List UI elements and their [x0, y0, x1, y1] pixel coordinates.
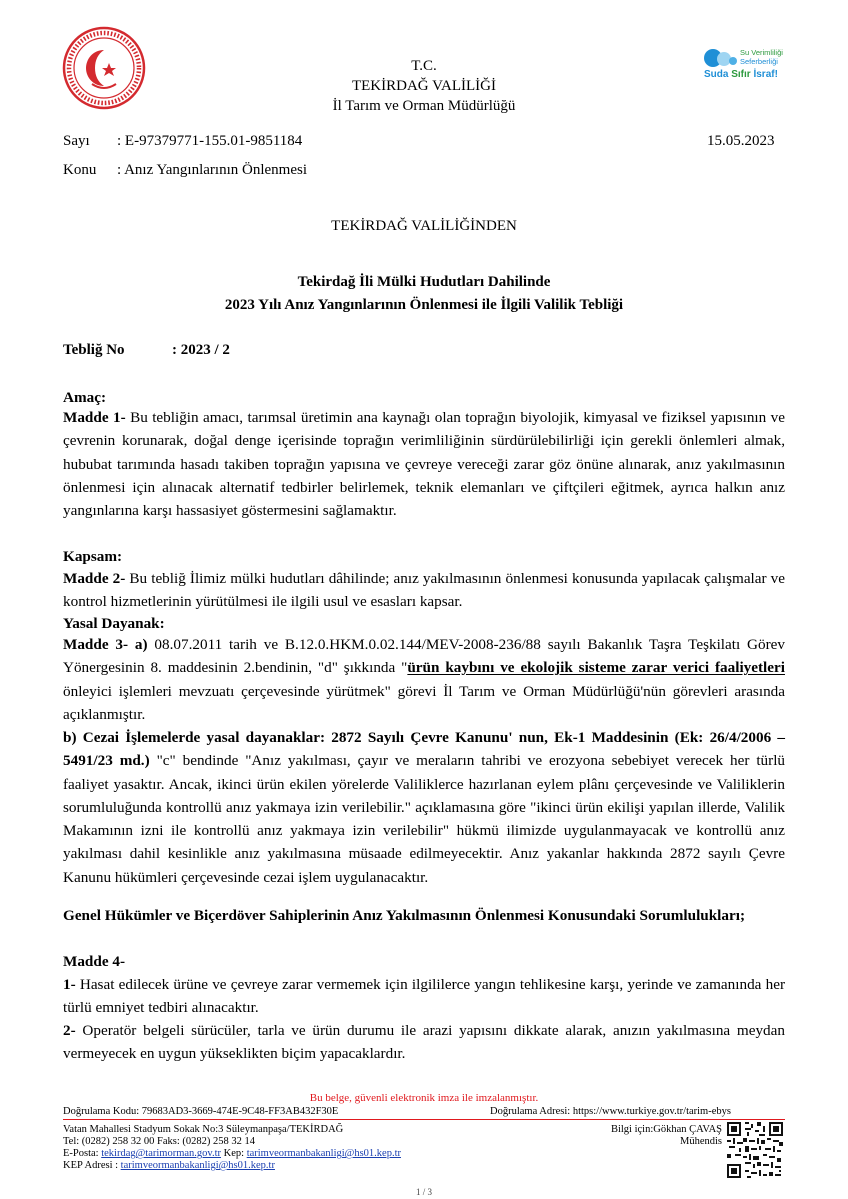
verification-code: Doğrulama Kodu: 79683AD3-3669-474E-9C48-FF3AB432F30E: [63, 1106, 339, 1117]
konu-value: : Anız Yangınlarının Önlenmesi: [117, 162, 307, 178]
footer-kep-line: [63, 1160, 275, 1172]
article-3a-lead: Madde 3- a): [63, 636, 148, 653]
article-3b: [63, 726, 785, 889]
item-1-lead: 1-: [63, 976, 76, 993]
article-4-item-1: [63, 973, 785, 1020]
water-drop-icon: [700, 46, 740, 68]
article-2: [63, 567, 785, 614]
teblig-value: : 2023 / 2: [172, 342, 230, 358]
article-3a-text-2: önleyici işlemleri mevzuatı çerçevesinde yürütmek" görevi İl Tarım ve Orman Müdürlüğü'nün görevleri arasında açıklanmıştır.: [63, 682, 785, 723]
kep-link[interactable]: tarimveormanbakanligi@hs01.kep.tr: [246, 1148, 401, 1159]
item-1-text: Hasat edilecek ürüne ve çevreye zarar vermemek için ilgililerce yangın tehlikesine karşı, yerinde ve zamanında her türlü emniyet tedbiri alınacaktır.: [63, 976, 785, 1017]
header-directorate: İl Tarım ve Orman Müdürlüğü: [332, 98, 516, 114]
slogan-part-c: İsraf!: [750, 69, 778, 80]
footer-divider: [63, 1119, 785, 1120]
heading-genel-hukumler: Genel Hükümler ve Biçerdöver Sahiplerinin Anız Yakılmasının Önlenmesi Konusundaki Sorumlulukları;: [63, 907, 746, 924]
article-2-text: Bu tebliğ İlimiz mülki hudutları dâhilinde; anız yakılmasının önlenmesi konusunda yapılacak çalışmalar ve kontrol hizmetlerinin yürütülmesi ile ilgili usul ve esasları kapsar.: [63, 570, 786, 611]
footer-phone: Tel: (0282) 258 32 00 Faks: (0282) 258 32 14: [63, 1136, 256, 1147]
article-3a-underlined: ürün kaybını ve ekolojik sisteme zarar verici faaliyetleri: [407, 659, 785, 677]
article-3b-text: "c" bendinde "Anız yakılması, çayır ve meraların tahribi ve erozyona sebebiyet verecek her türlü faaliyet yasaktır. Ancak, ikinci ürün ekilen yörelerde Valiliklerce hazırlanan eylem plânı çerçevesinde ve Valiliklerin sorumluluğunda kontrollü anız yakmaya izin verilebilir." açıklamasına göre "ikinci ürün ekilişi yapılan illerde, Valilik Makamının izni ile kontrollü anız yakmaya izin verilebilir" hükmü ilimizde uygulanmayacak ve kontrollü anız yakılması dahil kesinlikle anız yakılmasına müsaade edilmeyecektir. Anız yakanlar hakkında 2872 sayılı Çevre Kanunu hükümleri çerçevesinde cezai işlem uygulanacaktır.: [63, 752, 786, 886]
contact-role: Mühendis: [680, 1136, 722, 1147]
esign-note: Bu belge, güvenli elektronik imza ile imzalanmıştır.: [309, 1092, 539, 1104]
heading-yasal-dayanak: Yasal Dayanak:: [63, 615, 165, 632]
email-label: E-Posta:: [63, 1148, 102, 1159]
slogan-part-a: Suda: [704, 69, 732, 80]
article-4-heading: Madde 4-: [63, 953, 126, 970]
page-number: 1 / 3: [415, 1187, 432, 1197]
document-date: 15.05.2023: [707, 133, 775, 149]
article-4-item-2: [63, 1019, 785, 1066]
title-line-2: 2023 Yılı Anız Yangınlarının Önlenmesi ile İlgili Valilik Tebliği: [224, 297, 624, 313]
sayi-value: : E-97379771-155.01-9851184: [117, 133, 303, 149]
article-3a: [63, 633, 785, 726]
item-2-lead: 2-: [63, 1022, 76, 1039]
kep-label: Kep:: [221, 1148, 247, 1159]
article-1: [63, 406, 785, 522]
header-governorship: TEKİRDAĞ VALİLİĞİ: [351, 78, 496, 94]
article-2-lead: Madde 2-: [63, 570, 126, 587]
kep-address-label: KEP Adresi :: [63, 1160, 121, 1171]
konu-label: Konu: [63, 162, 97, 178]
article-1-text: Bu tebliğin amacı, tarımsal üretimin ana kaynağı olan toprağın biyolojik, kimyasal ve fiziksel yapısının ve çevrenin korunarak, doğal denge içerisinde toprağın verimliliğinin sürdürülebilirliği için gerekli önlemleri almak, hububat tarımında hasadı takiben toprağın yapısına ve çevreye vereceği zarar göz önüne alınarak, anız yakılmasının önlenmesi için alınacak alternatif tedbirler belirlemek, teknik elemanları ve çiftçileri eğitmek, ayrıca halkın anız yangınlarına karşı hassasiyet göstermesini sağlamaktır.: [63, 409, 785, 520]
title-line-1: Tekirdağ İli Mülki Hudutları Dahilinde: [297, 274, 551, 290]
footer-address: Vatan Mahallesi Stadyum Sokak No:3 Süleymanpaşa/TEKİRDAĞ: [63, 1124, 344, 1135]
heading-amac: Amaç:: [63, 389, 107, 406]
kep-address-link[interactable]: tarimveormanbakanligi@hs01.kep.tr: [120, 1160, 275, 1171]
campaign-logo: [700, 46, 790, 86]
campaign-top-text: Su Verimliliği: [740, 48, 783, 57]
teblig-label: Tebliğ No: [63, 342, 125, 358]
contact-person: Bilgi için:Gökhan ÇAVAŞ: [610, 1124, 722, 1135]
addressee: TEKİRDAĞ VALİLİĞİNDEN: [331, 218, 517, 234]
heading-kapsam: Kapsam:: [63, 548, 123, 565]
slogan-part-b: Sıfır: [731, 69, 751, 80]
campaign-slogan: [704, 69, 778, 80]
article-1-lead: Madde 1-: [63, 409, 126, 426]
header-tc: T.C.: [411, 58, 437, 74]
item-2-text: Operatör belgeli sürücüler, tarla ve ürün durumu ile arazi yapısını dikkate alarak, anızın yakılmasına meydan vermeyecek en uygun yükseklikten biçim yapacaklardır.: [63, 1022, 785, 1063]
verification-address: Doğrulama Adresi: https://www.turkiye.gov.tr/tarim-ebys: [490, 1106, 731, 1117]
footer-email-line: [63, 1148, 401, 1160]
email-link[interactable]: tekirdag@tarimorman.gov.tr: [101, 1148, 222, 1159]
sayi-label: Sayı: [63, 133, 90, 149]
article-3b-lead: b) Cezai İşlemelerde yasal dayanaklar: 2872 Sayılı Çevre Kanunu' nun, Ek-1 Maddesinin (Ek: 26/4/2006 – 5491/23 md.): [63, 729, 785, 770]
campaign-mid-text: Seferberliği: [740, 57, 778, 66]
article-3a-text-1: 08.07.2011 tarih ve B.12.0.HKM.0.02.144/MEV-2008-236/88 sayılı Bakanlık Taşra Teşkilatı Görev Yönergesinin 8. maddesinin 2.bendinin, "d" şıkkında ": [63, 636, 786, 677]
verification-qr-code: [727, 1122, 783, 1178]
